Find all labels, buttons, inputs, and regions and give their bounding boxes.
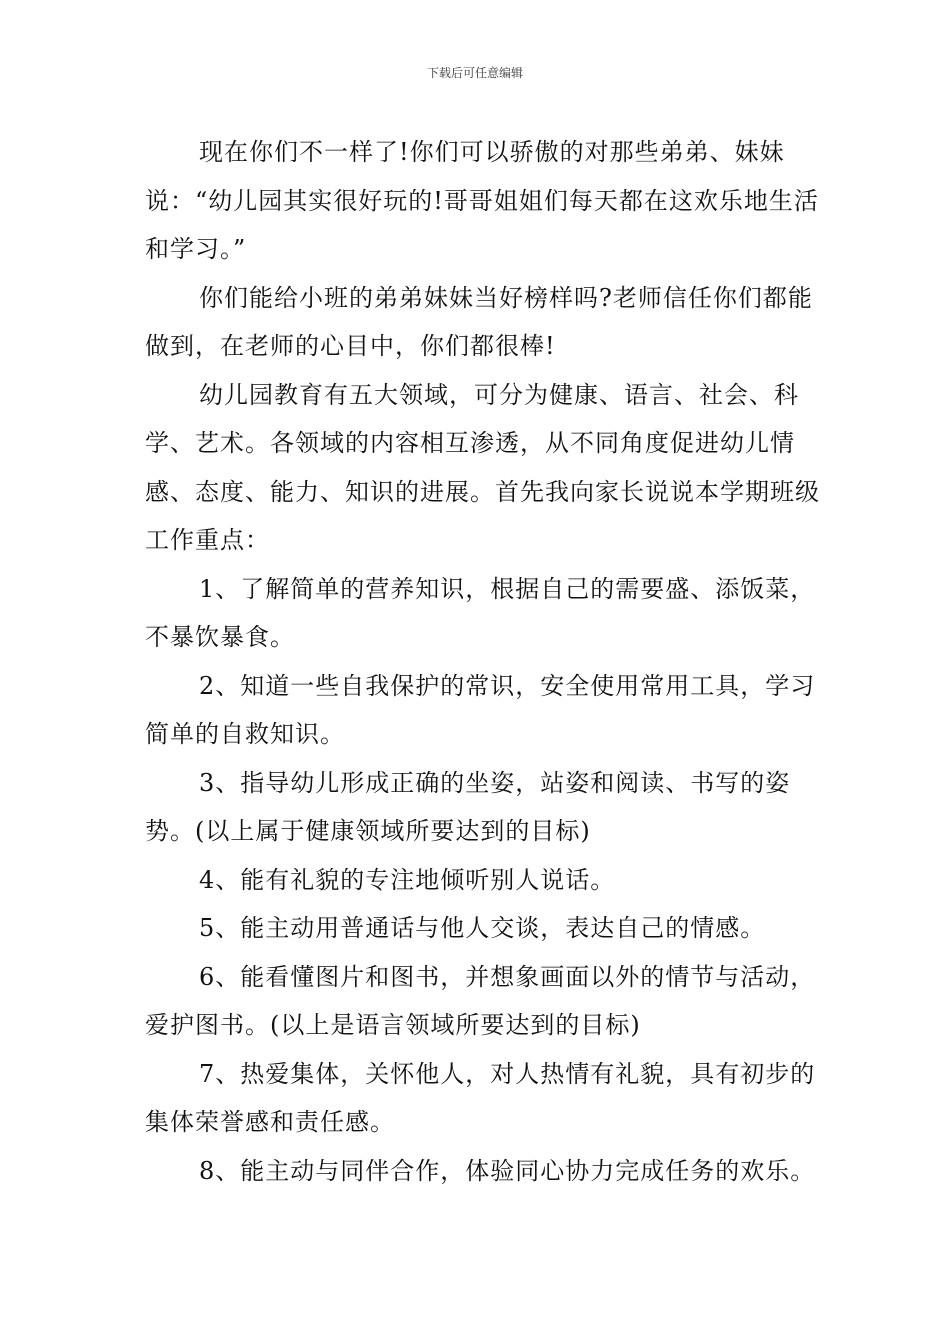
list-item-3: 3、指导幼儿形成正确的坐姿，站姿和阅读、书写的姿势。(以上属于健康领域所要达到的目标): [145, 768, 791, 845]
paragraph-intro: 现在你们不一样了!你们可以骄傲的对那些弟弟、妹妹说：“幼儿园其实很好玩的!哥哥姐姐们每天都在这欢乐地生活和学习。”: [145, 138, 819, 263]
list-item-8: 8、能主动与同伴合作，体验同心协力完成任务的欢乐。: [199, 1156, 816, 1185]
list-item-6: 6、能看懂图片和图书，并想象画面以外的情节与活动，爱护图书。(以上是语言领域所要达到的目标): [145, 962, 816, 1039]
list-item-4: 4、能有礼貌的专注地倾听别人说话。: [199, 865, 616, 894]
paragraph-domains: 幼儿园教育有五大领域，可分为健康、语言、社会、科学、艺术。各领域的内容相互渗透，从不同角度促进幼儿情感、态度、能力、知识的进展。首先我向家长说说本学期班级工作重点：: [145, 380, 820, 554]
page-header: 下载后可任意编辑: [426, 66, 523, 80]
list-item-2: 2、知道一些自我保护的常识，安全使用常用工具，学习简单的自救知识。: [145, 671, 816, 748]
list-item-1: 1、了解简单的营养知识，根据自己的需要盛、添饭菜，不暴饮暴食。: [145, 574, 816, 651]
list-item-7: 7、热爱集体，关怀他人，对人热情有礼貌，具有初步的集体荣誉感和责任感。: [145, 1059, 816, 1136]
document-body: [145, 128, 825, 1195]
paragraph-role-model: 你们能给小班的弟弟妹妹当好榜样吗?老师信任你们都能做到，在老师的心目中，你们都很棒!: [145, 283, 813, 360]
list-item-5: 5、能主动用普通话与他人交谈，表达自己的情感。: [199, 914, 766, 942]
